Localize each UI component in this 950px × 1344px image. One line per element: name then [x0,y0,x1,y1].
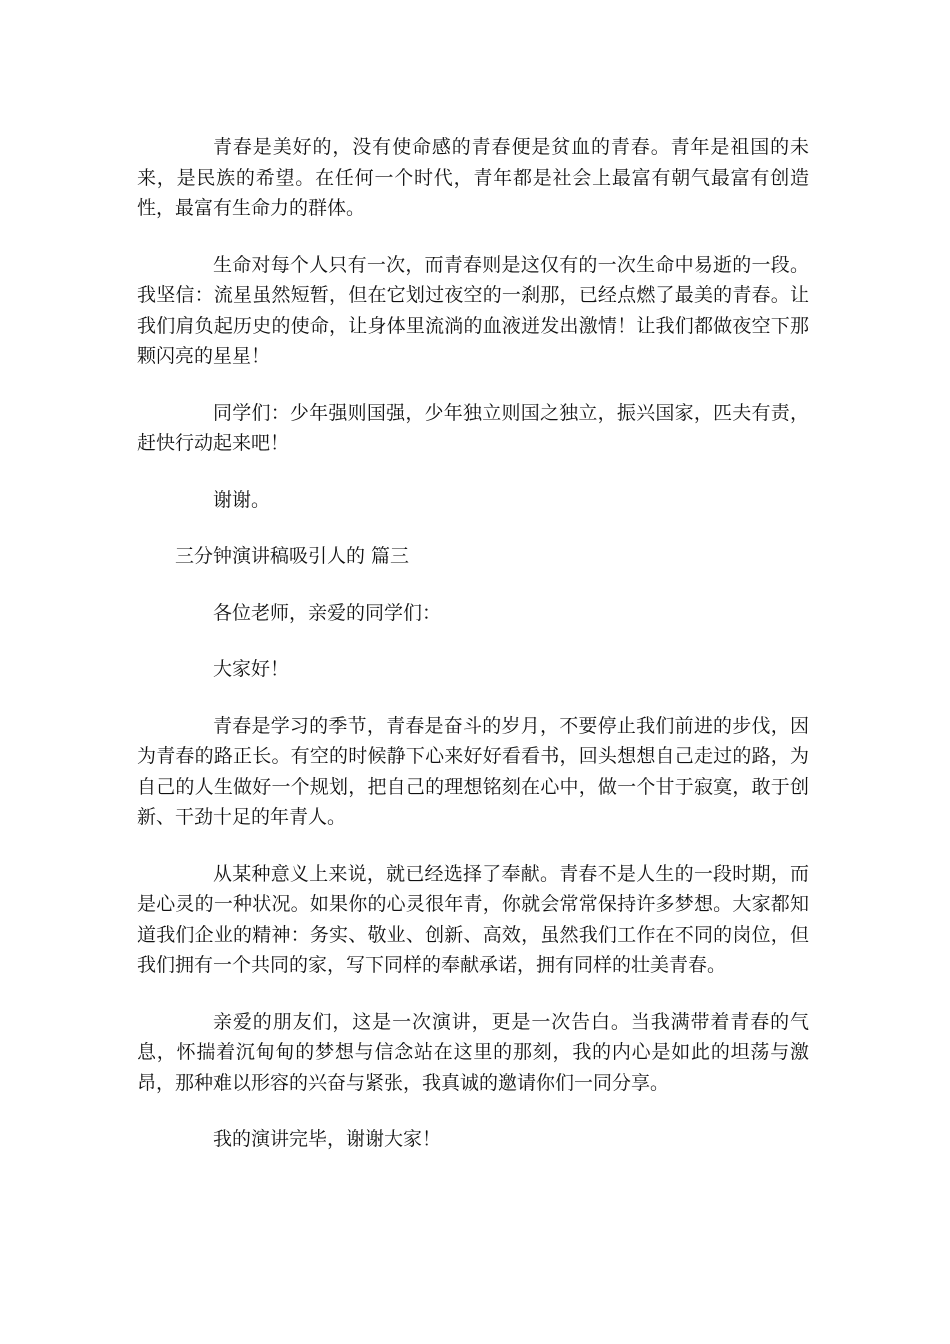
section-heading: 三分钟演讲稿吸引人的 篇三 [175,545,410,567]
paragraph-closing: 我的演讲完毕，谢谢大家！ [213,1128,442,1150]
paragraph-life-once: 生命对每个人只有一次，而青春则是这仅有的一次生命中易逝的一段。我坚信：流星虽然短暂，但在它划过夜空的一刹那，已经点燃了最美的青春。让我们肩负起历史的使命，让身体里流淌的血液迸发出激情！让我们都做夜空下那颗闪亮的星星！ [137,253,809,367]
paragraph-dear-friends: 亲爱的朋友们，这是一次演讲，更是一次告白。当我满带着青春的气息，怀揣着沉甸甸的梦想与信念站在这里的那刻，我的内心是如此的坦荡与激昂，那种难以形容的兴奋与紧张，我真诚的邀请你们一同分享。 [137,1010,809,1094]
paragraph-classmates: 同学们：少年强则国强，少年独立则国之独立，振兴国家，匹夫有责，赶快行动起来吧！ [137,401,809,454]
paragraph-greeting-teachers: 各位老师，亲爱的同学们： [213,601,442,624]
document-body [137,132,809,1181]
paragraph-thanks: 谢谢。 [213,488,271,511]
paragraph-hello-all: 大家好！ [213,658,290,680]
paragraph-youth-study: 青春是学习的季节，青春是奋斗的岁月，不要停止我们前进的步伐，因为青春的路正长。有空的时候静下心来好好看看书，回头想想自己走过的路，为自己的人生做好一个规划，把自己的理想铭刻在心中，做一个甘于寂寞，敢于创新、干劲十足的年青人。 [137,714,809,828]
paragraph-youth-beauty: 青春是美好的，没有使命感的青春便是贫血的青春。青年是祖国的未来，是民族的希望。在任何一个时代，青年都是社会上最富有朝气最富有创造性，最富有生命力的群体。 [137,136,809,219]
paragraph-dedication: 从某种意义上来说，就已经选择了奉献。青春不是人生的一段时期，而是心灵的一种状况。如果你的心灵很年青，你就会常常保持许多梦想。大家都知道我们企业的精神：务实、敬业、创新、高效，虽然我们工作在不同的岗位，但我们拥有一个共同的家，写下同样的奉献承诺，拥有同样的壮美青春。 [137,862,809,976]
